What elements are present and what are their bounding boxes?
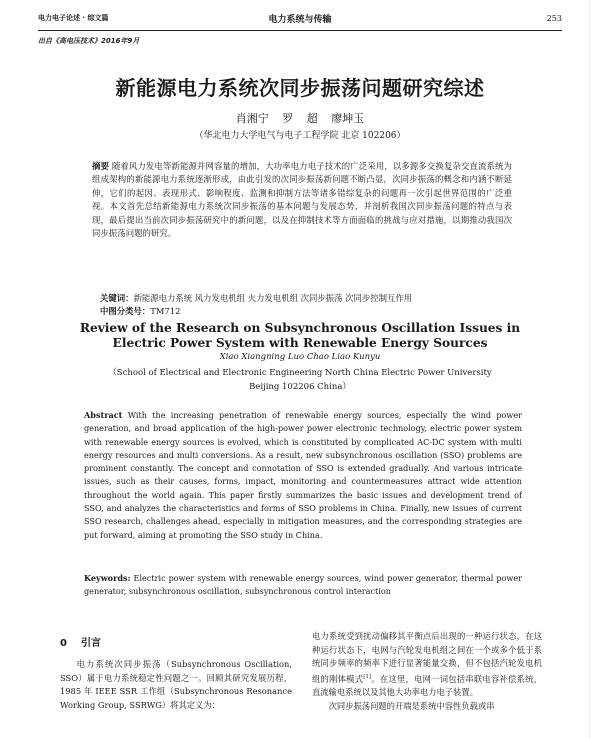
body-right-paragraph-2: 次同步振荡问题的开端是系统中容性负载或串 bbox=[328, 700, 495, 711]
abstract-en-label: Abstract bbox=[84, 410, 123, 420]
authors-cn: 肖湘宁 罗 超 廖坤玉 bbox=[235, 112, 365, 125]
title-en-line2: Electric Power System with Renewable Energy Sources bbox=[112, 336, 488, 350]
citation-ref: [1] bbox=[363, 673, 372, 680]
clc-label: 中图分类号： bbox=[100, 306, 151, 316]
section-title: 引言 bbox=[80, 638, 101, 649]
abstract-en bbox=[84, 409, 522, 542]
body-right-text-b: 。在这里，电网一词包括串联电容补偿系统，直流输电系统以及其他大功率电力电子装置。 bbox=[312, 673, 542, 698]
keywords-en bbox=[84, 572, 522, 599]
header-left: 电力电子论述 · 综文篇 bbox=[38, 14, 109, 22]
body-right-paragraph-1 bbox=[312, 630, 542, 700]
body-right-text-a: 电力系统受到扰动偏移其平衡点后出现的一种运行状态，在这种运行状态下，电网与汽轮发电机组之间在一个或多个低于系统同步频率的频率下进行显著能量交换，但不包括汽轮发电机组的刚体模式 bbox=[312, 631, 542, 684]
abstract-cn-label: 摘要 bbox=[92, 161, 110, 171]
abstract-cn bbox=[92, 160, 512, 240]
page-edge-shadow bbox=[589, 0, 590, 738]
affiliation-en-line2: Beijing 102206 China） bbox=[249, 381, 351, 392]
section-number: 0 bbox=[60, 638, 67, 649]
keywords-cn-label: 关键词： bbox=[100, 293, 134, 303]
abstract-en-text: With the increasing penetration of renewable energy sources, especially the wind power generation, and broad application of the high-power power electronic technology, electric power system with renewable energy sources is evolved, which is constituted by complicated AC-DC system with multi energy resources and multi conversions. As a result, new subsynchronous oscillation (SSO) problems are prominent constantly. The concept and connotation of SSO is extended gradually. And various intricate issues, such as their causes, forms, impact, monitoring and countermeasures attract wide attention throughout the world again. This paper firstly summarizes the basic issues and development trend of SSO, and analyzes the characteristics and forms of SSO problems in China. Finally, new issues of current SSO research, challenges ahead, especially in mitigation measures, and the corresponding strategies are put forward, aiming at promoting the SSO study in China. bbox=[84, 410, 523, 540]
paper-title-en bbox=[0, 321, 600, 351]
keywords-cn-text: 新能源电力系统 风力发电机组 火力发电机组 次同步振荡 次同步控制互作用 bbox=[133, 293, 413, 303]
issue-line: 出自《高电压技术》2016年9月 bbox=[38, 37, 140, 45]
section-heading bbox=[60, 634, 101, 649]
body-left-paragraph: 电力系统次同步振荡（Subsynchronous Oscillation, SSO）属于电力系统稳定性问题之一。回顾其研究发展历程，1985 年 IEEE SSR 工作组（Subsynchronous Resonance Working Group, SSRWG）将其定义为： bbox=[60, 659, 292, 710]
keywords-en-label: Keywords: bbox=[84, 573, 131, 583]
body-column-right bbox=[312, 630, 542, 713]
affiliation-en-line1: （School of Electrical and Electronic Engineering North China Electric Power University bbox=[108, 368, 492, 378]
affiliation-cn: （华北电力大学电气与电子工程学院 北京 102206） bbox=[194, 131, 406, 141]
title-en-line1: Review of the Research on Subsynchronous Oscillation Issues in bbox=[79, 321, 521, 335]
running-header bbox=[38, 10, 562, 31]
paper-title-cn: 新能源电力系统次同步振荡问题研究综述 bbox=[115, 76, 485, 100]
clc-text: TM712 bbox=[150, 306, 181, 316]
keywords-cn bbox=[100, 292, 520, 304]
body-column-left bbox=[60, 658, 292, 712]
affiliation-en bbox=[0, 367, 600, 394]
keywords-en-text: Electric power system with renewable energy sources, wind power generator, thermal power generator, subsynchronous oscillation, subsynchronous control interaction bbox=[84, 573, 522, 597]
authors-en: Xiao Xiangning Luo Chao Liao Kunyu bbox=[219, 352, 381, 362]
classification-number bbox=[100, 305, 520, 317]
abstract-cn-text: 随着风力发电等新能源并网容量的增加，大功率电力电子技术的广泛采用，以多源多交换复杂交直流系统为组成架构的新能源电力系统逐渐形成，由此引发的次同步振荡新问题不断凸显，次同步振荡的概念和内涵不断延伸，它们的起因、表现形式、影响程度、监测和抑制方法等诸多错综复杂的问题再一次引起世界范围的广泛重视。本文首先总结新能源电力系统次同步振荡的基本问题与发展态势，并剖析我国次同步振荡问题的特点与表现，最后提出当前次同步振荡研究中的新问题，以及在抑制技术等方面面临的挑战与应对措施，以期推动我国次同步振荡问题的研究。 bbox=[92, 161, 512, 239]
page-number: 253 bbox=[546, 14, 562, 23]
header-journal-section: 电力系统与传输 bbox=[268, 15, 332, 25]
